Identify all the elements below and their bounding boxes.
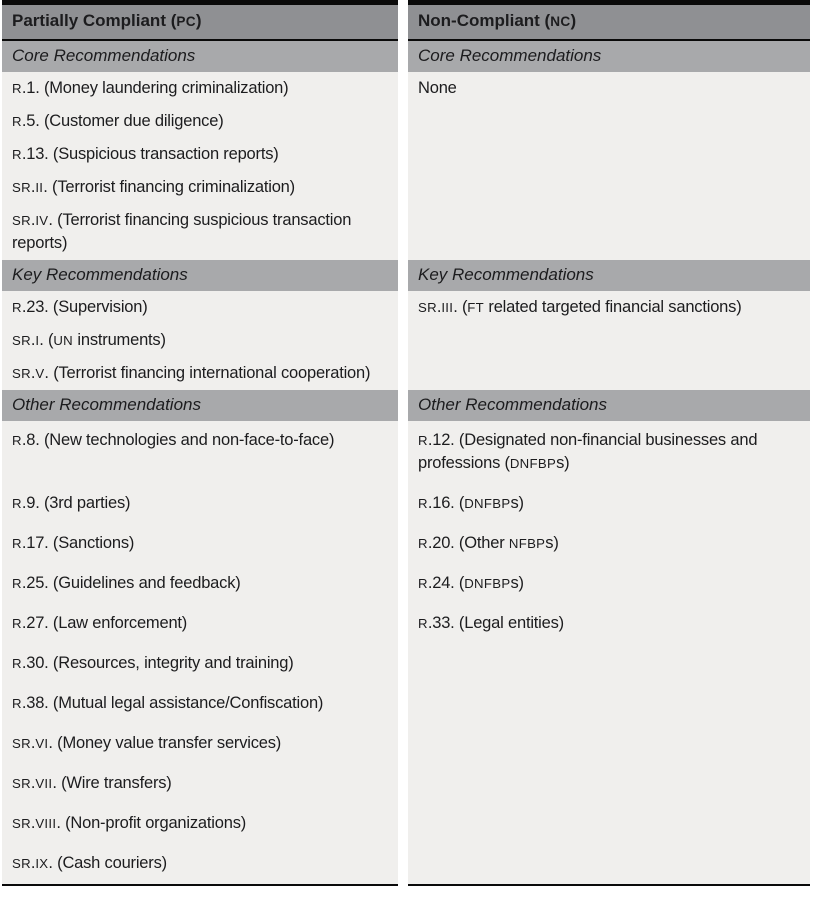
small-caps-text: R bbox=[12, 147, 22, 162]
text-segment: . bbox=[30, 211, 36, 229]
column-header-pc bbox=[2, 0, 398, 41]
small-caps-text: R bbox=[418, 576, 428, 591]
text-segment: .12. (Designated non-financial businesses and professions ( bbox=[418, 431, 758, 472]
small-caps-text: SR bbox=[12, 213, 31, 228]
small-caps-text: III bbox=[441, 300, 454, 315]
recommendation-item bbox=[2, 204, 398, 260]
small-caps-text: SR bbox=[12, 333, 31, 348]
empty-item-cell bbox=[408, 204, 810, 260]
recommendation-item bbox=[408, 564, 810, 604]
small-caps-text: SR bbox=[418, 300, 437, 315]
text-segment: .5. (Customer due diligence) bbox=[21, 112, 224, 130]
text-segment: .9. (3rd parties) bbox=[21, 494, 131, 512]
recommendation-item bbox=[2, 524, 398, 564]
small-caps-text: R bbox=[12, 616, 22, 631]
small-caps-text: R bbox=[418, 433, 428, 448]
empty-item-cell bbox=[408, 764, 810, 804]
text-segment: .13. (Suspicious transaction reports) bbox=[21, 145, 279, 163]
small-caps-text: SR bbox=[12, 816, 31, 831]
text-segment: .20. (Other bbox=[427, 534, 509, 552]
small-caps-text: NC bbox=[550, 14, 571, 29]
small-caps-text: R bbox=[12, 300, 22, 315]
text-segment: ) bbox=[195, 11, 202, 30]
section-header-other-nc: Other Recommendations bbox=[408, 390, 810, 421]
text-segment: . bbox=[30, 854, 36, 872]
text-segment: . (Non-profit organizations) bbox=[56, 814, 247, 832]
small-caps-text: R bbox=[418, 496, 428, 511]
text-segment: ) bbox=[570, 11, 577, 30]
section-header-key-nc: Key Recommendations bbox=[408, 260, 810, 291]
empty-item-cell bbox=[408, 724, 810, 764]
small-caps-text: SR bbox=[12, 856, 31, 871]
text-segment: .33. (Legal entities) bbox=[427, 614, 564, 632]
recommendation-item bbox=[2, 724, 398, 764]
recommendation-item bbox=[2, 421, 398, 484]
small-caps-text: PC bbox=[176, 14, 196, 29]
section-header-core-pc: Core Recommendations bbox=[2, 41, 398, 72]
recommendation-item bbox=[2, 564, 398, 604]
recommendation-item bbox=[408, 524, 810, 564]
small-caps-text: R bbox=[12, 81, 22, 96]
recommendation-item bbox=[2, 804, 398, 844]
empty-item-cell bbox=[408, 357, 810, 390]
text-segment: related targeted financial sanctions) bbox=[484, 298, 742, 316]
small-caps-text: VIII bbox=[35, 816, 57, 831]
text-segment: . (Wire transfers) bbox=[52, 774, 172, 792]
small-caps-text: R bbox=[12, 114, 22, 129]
small-caps-text: R bbox=[12, 656, 22, 671]
empty-item-cell bbox=[408, 105, 810, 138]
small-caps-text: DNFBP bbox=[509, 456, 557, 471]
recommendation-item bbox=[2, 105, 398, 138]
small-caps-text: VII bbox=[35, 776, 53, 791]
recommendation-item bbox=[2, 644, 398, 684]
section-header-other-pc: Other Recommendations bbox=[2, 390, 398, 421]
recommendation-item bbox=[2, 484, 398, 524]
text-segment: .30. (Resources, integrity and training) bbox=[21, 654, 294, 672]
text-segment: . bbox=[30, 364, 36, 382]
text-segment: . bbox=[30, 331, 36, 349]
small-caps-text: V bbox=[35, 366, 45, 381]
text-segment: . (Terrorist financing suspicious transaction reports) bbox=[12, 211, 352, 252]
small-caps-text: R bbox=[12, 576, 22, 591]
text-segment: . (Money value transfer services) bbox=[48, 734, 282, 752]
small-caps-text: R bbox=[12, 696, 22, 711]
recommendation-item bbox=[408, 72, 810, 105]
small-caps-text: IX bbox=[35, 856, 49, 871]
recommendation-item bbox=[2, 324, 398, 357]
text-segment: Non-Compliant ( bbox=[418, 11, 551, 30]
text-segment: . bbox=[30, 734, 36, 752]
text-segment: None bbox=[418, 79, 457, 97]
recommendation-item bbox=[2, 138, 398, 171]
text-segment: . bbox=[30, 178, 36, 196]
text-segment: .38. (Mutual legal assistance/Confiscation) bbox=[21, 694, 324, 712]
recommendation-item bbox=[2, 72, 398, 105]
text-segment: .17. (Sanctions) bbox=[21, 534, 135, 552]
recommendation-item bbox=[408, 604, 810, 644]
text-segment: s) bbox=[545, 534, 559, 552]
recommendation-item bbox=[2, 764, 398, 804]
small-caps-text: I bbox=[35, 333, 40, 348]
small-caps-text: R bbox=[12, 496, 22, 511]
empty-item-cell bbox=[408, 138, 810, 171]
empty-item-cell bbox=[408, 844, 810, 886]
recommendation-item bbox=[2, 291, 398, 324]
recommendation-item bbox=[408, 484, 810, 524]
text-segment: .25. (Guidelines and feedback) bbox=[21, 574, 241, 592]
text-segment: s) bbox=[556, 454, 570, 472]
empty-item-cell bbox=[408, 324, 810, 357]
section-header-core-nc: Core Recommendations bbox=[408, 41, 810, 72]
small-caps-text: SR bbox=[12, 366, 31, 381]
small-caps-text: R bbox=[418, 536, 428, 551]
text-segment: Partially Compliant ( bbox=[12, 11, 177, 30]
text-segment: . bbox=[436, 298, 442, 316]
recommendation-item bbox=[2, 604, 398, 644]
small-caps-text: SR bbox=[12, 180, 31, 195]
recommendation-item bbox=[2, 357, 398, 390]
text-segment: .23. (Supervision) bbox=[21, 298, 148, 316]
small-caps-text: DNFBP bbox=[464, 576, 511, 591]
small-caps-text: SR bbox=[12, 776, 31, 791]
text-segment: . bbox=[30, 774, 36, 792]
text-segment: .1. (Money laundering criminalization) bbox=[21, 79, 289, 97]
small-caps-text: II bbox=[35, 180, 44, 195]
small-caps-text: VI bbox=[35, 736, 49, 751]
text-segment: .24. ( bbox=[427, 574, 465, 592]
recommendation-item bbox=[2, 844, 398, 886]
empty-item-cell bbox=[408, 804, 810, 844]
text-segment: . ( bbox=[453, 298, 468, 316]
small-caps-text: SR bbox=[12, 736, 31, 751]
column-header-nc bbox=[408, 0, 810, 41]
recommendation-item bbox=[2, 171, 398, 204]
small-caps-text: IV bbox=[35, 213, 49, 228]
empty-item-cell bbox=[408, 684, 810, 724]
text-segment: . (Terrorist financing international cooperation) bbox=[44, 364, 371, 382]
recommendation-item bbox=[408, 421, 810, 484]
empty-item-cell bbox=[408, 644, 810, 684]
text-segment: . (Cash couriers) bbox=[48, 854, 167, 872]
text-segment: . bbox=[30, 814, 36, 832]
small-caps-text: UN bbox=[53, 333, 74, 348]
text-segment: . ( bbox=[39, 331, 54, 349]
small-caps-text: R bbox=[418, 616, 428, 631]
text-segment: s) bbox=[510, 574, 524, 592]
compliance-table bbox=[2, 0, 810, 886]
section-header-key-pc: Key Recommendations bbox=[2, 260, 398, 291]
text-segment: .27. (Law enforcement) bbox=[21, 614, 188, 632]
text-segment: . (Terrorist financing criminalization) bbox=[43, 178, 295, 196]
text-segment: instruments) bbox=[73, 331, 166, 349]
text-segment: .8. (New technologies and non-face-to-face) bbox=[21, 431, 335, 449]
recommendation-item bbox=[408, 291, 810, 324]
small-caps-text: DNFBP bbox=[464, 496, 511, 511]
recommendation-item bbox=[2, 684, 398, 724]
text-segment: s) bbox=[510, 494, 524, 512]
text-segment: .16. ( bbox=[427, 494, 465, 512]
empty-item-cell bbox=[408, 171, 810, 204]
small-caps-text: R bbox=[12, 536, 22, 551]
small-caps-text: NFBP bbox=[508, 536, 546, 551]
small-caps-text: FT bbox=[467, 300, 485, 315]
small-caps-text: R bbox=[12, 433, 22, 448]
